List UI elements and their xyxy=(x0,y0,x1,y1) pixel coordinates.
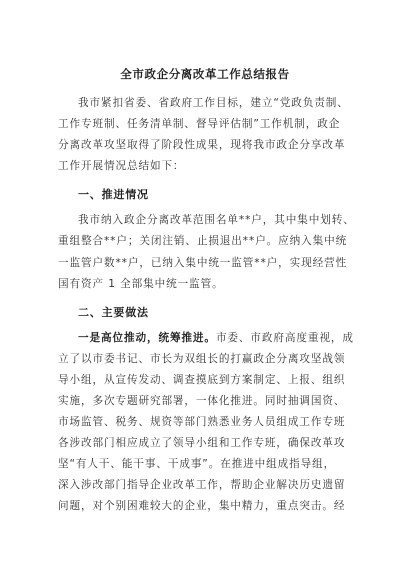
section-1-line-1: 我市纳入政企分离改革范围名单**户，其中集中划转、 xyxy=(78,214,355,226)
intro-line-1: 我市紧扣省委、省政府工作目标，建立“党政负责制、 xyxy=(78,97,349,109)
section-2-line-5: 市场监管、税务、规资等部门熟悉业务人员组成工作专班 xyxy=(58,416,346,428)
intro-line-3: 分离改革攻坚取得了阶段性成果，现将我市政企分享改革 xyxy=(58,139,346,151)
section-1-line-2: 重组整合**户；关闭注销、止损退出**户。应纳入集中统 xyxy=(58,235,348,247)
section-2-first-rest: 市委、市政府高度重视，成 xyxy=(215,332,354,344)
section-2-line-3: 导小组，从宣传发动、调查摸底到方案制定、上报、组织 xyxy=(58,374,346,386)
section-1-heading: 一、推进情况 xyxy=(78,188,149,201)
section-2-heading: 二、主要做法 xyxy=(78,306,149,319)
section-2-lead: 一是高位推动，统筹推进。 xyxy=(78,332,216,344)
intro-line-2: 工作专班制、任务清单制、督导评估制”工作机制，政企 xyxy=(58,118,341,130)
section-2-line-7: 坚“有人干、能干事、干成事”。在推进中组成指导组， xyxy=(58,458,336,470)
section-2-line-2: 立了以市委书记、市长为双组长的打赢政企分离攻坚战领 xyxy=(58,353,346,365)
section-2-line-6: 各涉改部门相应成立了领导小组和工作专班，确保改革攻 xyxy=(58,437,346,449)
section-2-line-1 xyxy=(78,331,358,345)
section-1-line-4: 国有资产 1 全部集中统一监管。 xyxy=(58,278,224,290)
section-2-line-4: 实施，多次专题研究部署，一体化推进。同时抽调国资、 xyxy=(58,395,346,407)
section-2-line-8: 深入涉改部门指导企业改革工作，帮助企业解决历史遗留 xyxy=(58,479,346,491)
document-title: 全市政企分离改革工作总结报告 xyxy=(120,67,290,81)
intro-line-4: 工作开展情况总结如下： xyxy=(58,160,185,172)
section-1-line-3: 一监管户数**户，已纳入集中统一监管**户，实现经营性 xyxy=(58,257,348,269)
section-2-line-9: 问题，对个别困难较大的企业，集中精力，重点突击。经 xyxy=(58,500,346,512)
